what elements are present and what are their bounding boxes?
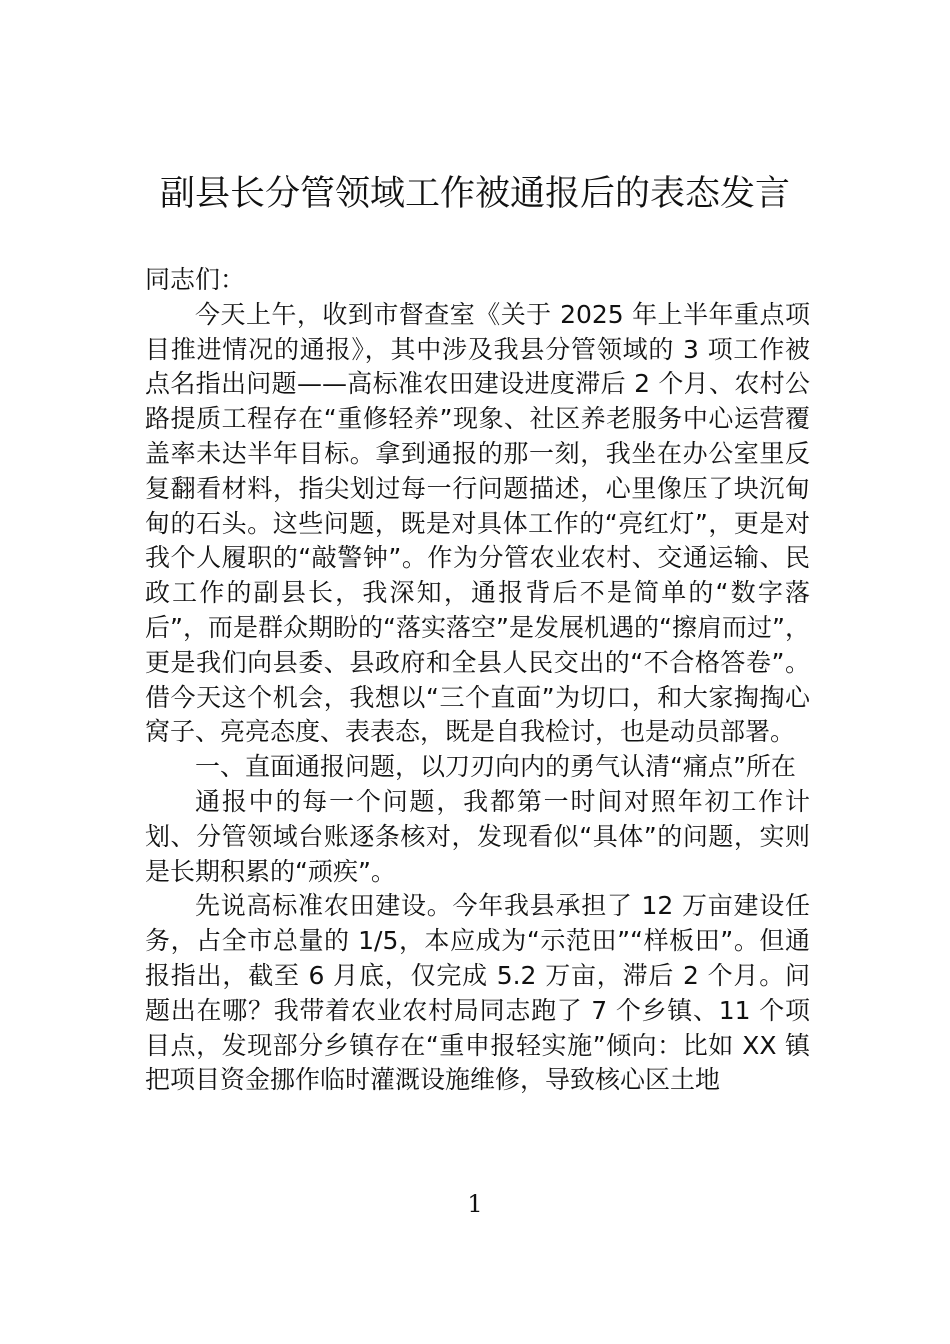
salutation: 同志们： (145, 265, 246, 294)
page-number: 1 (467, 1190, 483, 1218)
paragraph-intro: 今天上午，收到市督查室《关于 2025 年上半年重点项目推进情况的通报》，其中涉及我县分管领域的 3 项工作被点名指出问题——高标准农田建设进度滞后 2 个月、农村公路提质工程存在“重修轻养”现象、社区养老服务中心运营覆盖率未达半年目标。拿到通报的那一刻，我坐在办公室里反复翻看材料，指尖划过每一行问题描述，心里像压了块沉甸甸的石头。这些问题，既是对具体工作的“亮红灯”，更是对我个人履职的“敲警钟”。作为分管农业农村、交通运输、民政工作的副县长，我深知，通报背后不是简单的“数字落后”，而是群众期盼的“落实落空”是发展机遇的“擦肩而过”，更是我们向县委、县政府和全县人民交出的“不合格答卷”。 借今天这个机会，我想以“三个直面”为切口，和大家掏掏心窝子、亮亮态度、表表态，既是自我检讨，也是动员部署。 (145, 299, 810, 747)
paragraph-section-1-intro: 通报中的每一个问题，我都第一时间对照年初工作计划、分管领域台账逐条核对，发现看似“具体”的问题，实则是长期积累的“顽疾”。 (145, 786, 810, 886)
document-body (145, 263, 810, 1098)
paragraph-farmland: 先说高标准农田建设。今年我县承担了 12 万亩建设任务，占全市总量的 1/5，本应成为“示范田”“样板田”。但通报指出，截至 6 月底，仅完成 5.2 万亩，滞后 2 个月。问题出在哪？我带着农业农村局同志跑了 7 个乡镇、11 个项目点，发现部分乡镇存在“重申报轻实施”倾向：比如 XX 镇把项目资金挪作临时灌溉设施维修，导致核心区土地 (145, 891, 810, 1095)
document-title: 副县长分管领域工作被通报后的表态发言 (159, 174, 790, 214)
section-heading-1: 一、直面通报问题，以刀刃向内的勇气认清“痛点”所在 (195, 752, 796, 782)
